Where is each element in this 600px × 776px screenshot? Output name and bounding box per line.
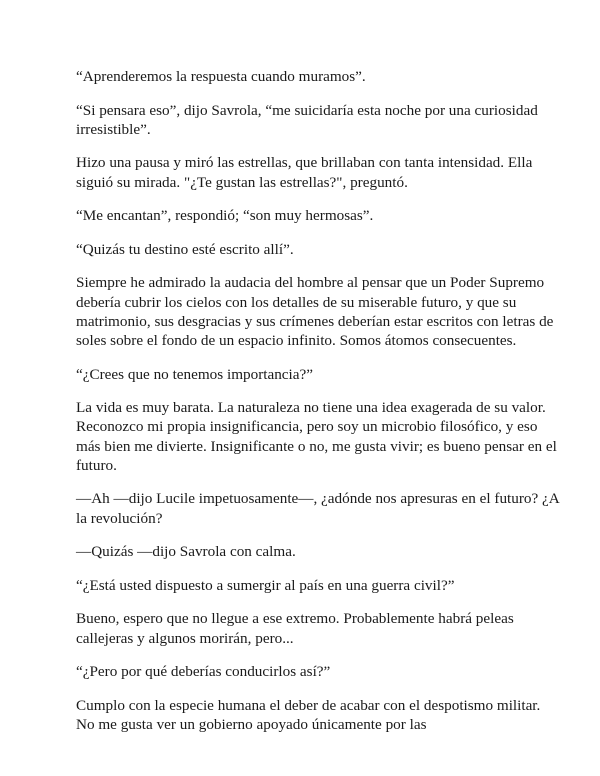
- paragraph-12: Bueno, espero que no llegue a ese extremo. Probablemente habrá peleas callejeras y algunos morirán, pero...: [76, 610, 514, 647]
- paragraph-2: “Si pensara eso”, dijo Savrola, “me suicidaría esta noche por una curiosidad irresistible”.: [76, 101, 538, 138]
- paragraph-1: “Aprenderemos la respuesta cuando muramos”.: [76, 68, 366, 85]
- paragraph-5: “Quizás tu destino esté escrito allí”.: [76, 240, 294, 258]
- paragraph-8: La vida es muy barata. La naturaleza no tiene una idea exagerada de su valor. Reconozco mi propia insignificancia, pero soy un microbio filosófico, y eso más bien me divierte. Insignificante o no, me gusta vivir; es bueno pensar en el futuro.: [76, 399, 557, 474]
- paragraph-7: “¿Crees que no tenemos importancia?”: [76, 365, 313, 383]
- paragraph-4: “Me encantan”, respondió; “son muy hermosas”.: [76, 207, 374, 225]
- paragraph-11: “¿Está usted dispuesto a sumergir al país en una guerra civil?”: [76, 576, 455, 594]
- paragraph-3: Hizo una pausa y miró las estrellas, que brillaban con tanta intensidad. Ella siguió su mirada. "¿Te gustan las estrellas?", preguntó.: [76, 154, 533, 191]
- paragraph-6: Siempre he admirado la audacia del hombre al pensar que un Poder Supremo debería cubrir los cielos con los detalles de su miserable futuro, y que su matrimonio, sus desgracias y sus crímenes deberían estar escritos con letras de soles sobre el fondo de un espacio infinito. Somos átomos consecuentes.: [76, 274, 554, 349]
- paragraph-9: —Ah —dijo Lucile impetuosamente—, ¿adónde nos apresuras en el futuro? ¿A la revolución?: [76, 490, 559, 527]
- paragraph-10: —Quizás —dijo Savrola con calma.: [76, 543, 296, 561]
- paragraph-14: Cumplo con la especie humana el deber de acabar con el despotismo militar. No me gusta ver un gobierno apoyado únicamente por las: [76, 696, 541, 733]
- paragraph-13: “¿Pero por qué deberías conducirlos así?”: [76, 663, 331, 681]
